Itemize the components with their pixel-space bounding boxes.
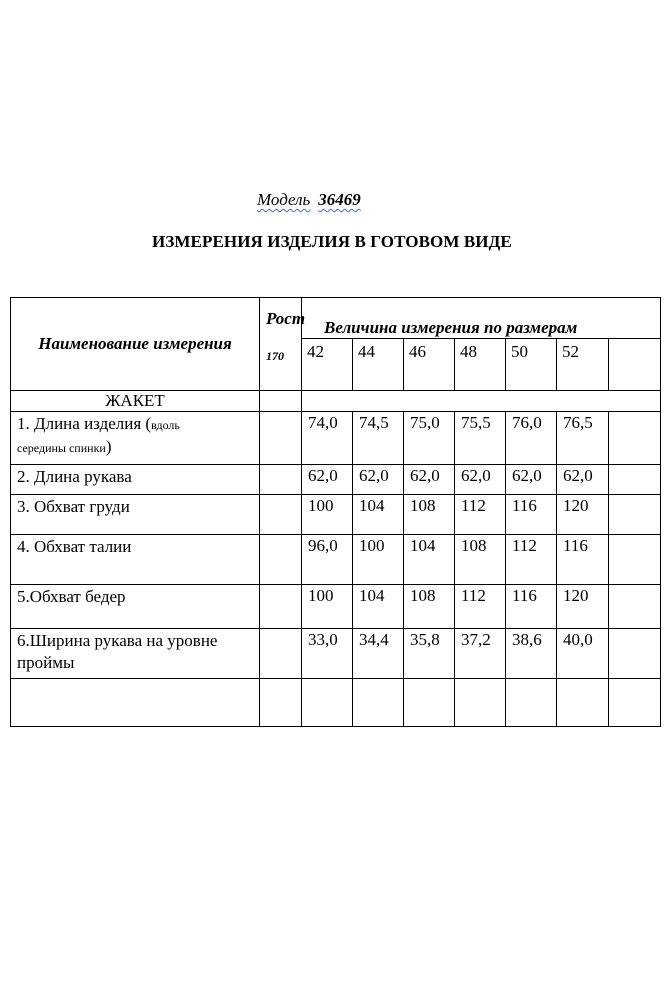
empty-cell: [260, 391, 302, 412]
empty-cell: [609, 495, 661, 535]
measurements-table: [10, 297, 661, 727]
value-cell: 37,2: [455, 629, 506, 679]
row-name: 1. Длина изделия (вдоль середины спинки): [11, 412, 260, 465]
header-sizes-label: Величина измерения по размерам: [302, 298, 661, 339]
row-name: 3. Обхват груди: [11, 495, 260, 535]
section-label: ЖАКЕТ: [11, 391, 260, 412]
size-cell: 48: [455, 339, 506, 391]
value-cell: 104: [404, 535, 455, 585]
value-cell: 75,0: [404, 412, 455, 465]
table-row: [11, 465, 661, 495]
empty-cell: [609, 679, 661, 727]
empty-cell: [302, 679, 353, 727]
empty-cell: [302, 391, 661, 412]
value-cell: 62,0: [302, 465, 353, 495]
value-cell: 104: [353, 495, 404, 535]
empty-cell: [506, 679, 557, 727]
row-name: 6.Ширина рукава на уровне проймы: [11, 629, 260, 679]
value-cell: 38,6: [506, 629, 557, 679]
table-row: [11, 629, 661, 679]
value-cell: 62,0: [455, 465, 506, 495]
value-cell: 116: [557, 535, 609, 585]
row-name: 5.Обхват бедер: [11, 585, 260, 629]
model-number: 36469: [318, 190, 361, 209]
header-height-cell: [260, 298, 306, 391]
empty-cell: [609, 465, 661, 495]
header-name-label: Наименование измерения: [38, 334, 232, 353]
empty-cell: [260, 465, 302, 495]
empty-row: [11, 679, 661, 727]
value-cell: 76,5: [557, 412, 609, 465]
value-cell: 120: [557, 585, 609, 629]
value-cell: 100: [353, 535, 404, 585]
value-cell: 40,0: [557, 629, 609, 679]
empty-cell: [557, 679, 609, 727]
model-line: [257, 190, 361, 210]
value-cell: 75,5: [455, 412, 506, 465]
empty-cell: [260, 495, 302, 535]
value-cell: 62,0: [506, 465, 557, 495]
table-header-row: [11, 298, 661, 339]
value-cell: 74,0: [302, 412, 353, 465]
empty-cell: [455, 679, 506, 727]
value-cell: 62,0: [557, 465, 609, 495]
empty-cell: [11, 679, 260, 727]
empty-cell: [609, 629, 661, 679]
value-cell: 96,0: [302, 535, 353, 585]
value-cell: 112: [506, 535, 557, 585]
value-cell: 74,5: [353, 412, 404, 465]
value-cell: 62,0: [353, 465, 404, 495]
value-cell: 100: [302, 495, 353, 535]
size-cell: 46: [404, 339, 455, 391]
value-cell: 33,0: [302, 629, 353, 679]
header-height-label: Рост: [266, 309, 306, 328]
size-cell: 44: [353, 339, 404, 391]
empty-cell: [353, 679, 404, 727]
row-name: 2. Длина рукава: [11, 465, 260, 495]
value-cell: 34,4: [353, 629, 404, 679]
value-cell: 108: [455, 535, 506, 585]
value-cell: 112: [455, 585, 506, 629]
value-cell: 116: [506, 495, 557, 535]
value-cell: 108: [404, 495, 455, 535]
empty-cell: [404, 679, 455, 727]
model-label: Модель: [257, 190, 311, 209]
empty-cell: [260, 585, 302, 629]
value-cell: 112: [455, 495, 506, 535]
table-row: [11, 412, 661, 465]
empty-cell: [260, 412, 302, 465]
value-cell: 100: [302, 585, 353, 629]
empty-cell: [609, 585, 661, 629]
value-cell: 116: [506, 585, 557, 629]
value-cell: 76,0: [506, 412, 557, 465]
value-cell: 62,0: [404, 465, 455, 495]
empty-cell: [260, 535, 302, 585]
row-name: 4. Обхват талии: [11, 535, 260, 585]
size-cell: 52: [557, 339, 609, 391]
empty-cell: [609, 535, 661, 585]
empty-cell: [609, 339, 661, 391]
value-cell: 35,8: [404, 629, 455, 679]
empty-cell: [609, 412, 661, 465]
table-row: [11, 585, 661, 629]
table-row: [11, 495, 661, 535]
empty-cell: [260, 679, 302, 727]
section-row: [11, 391, 661, 412]
empty-cell: [260, 629, 302, 679]
value-cell: 108: [404, 585, 455, 629]
header-height-value: 170: [266, 349, 284, 363]
header-name-cell: [11, 298, 260, 391]
value-cell: 104: [353, 585, 404, 629]
size-cell: 50: [506, 339, 557, 391]
table-row: [11, 535, 661, 585]
document-title: ИЗМЕРЕНИЯ ИЗДЕЛИЯ В ГОТОВОМ ВИДЕ: [152, 232, 512, 251]
size-cell: 42: [302, 339, 353, 391]
value-cell: 120: [557, 495, 609, 535]
